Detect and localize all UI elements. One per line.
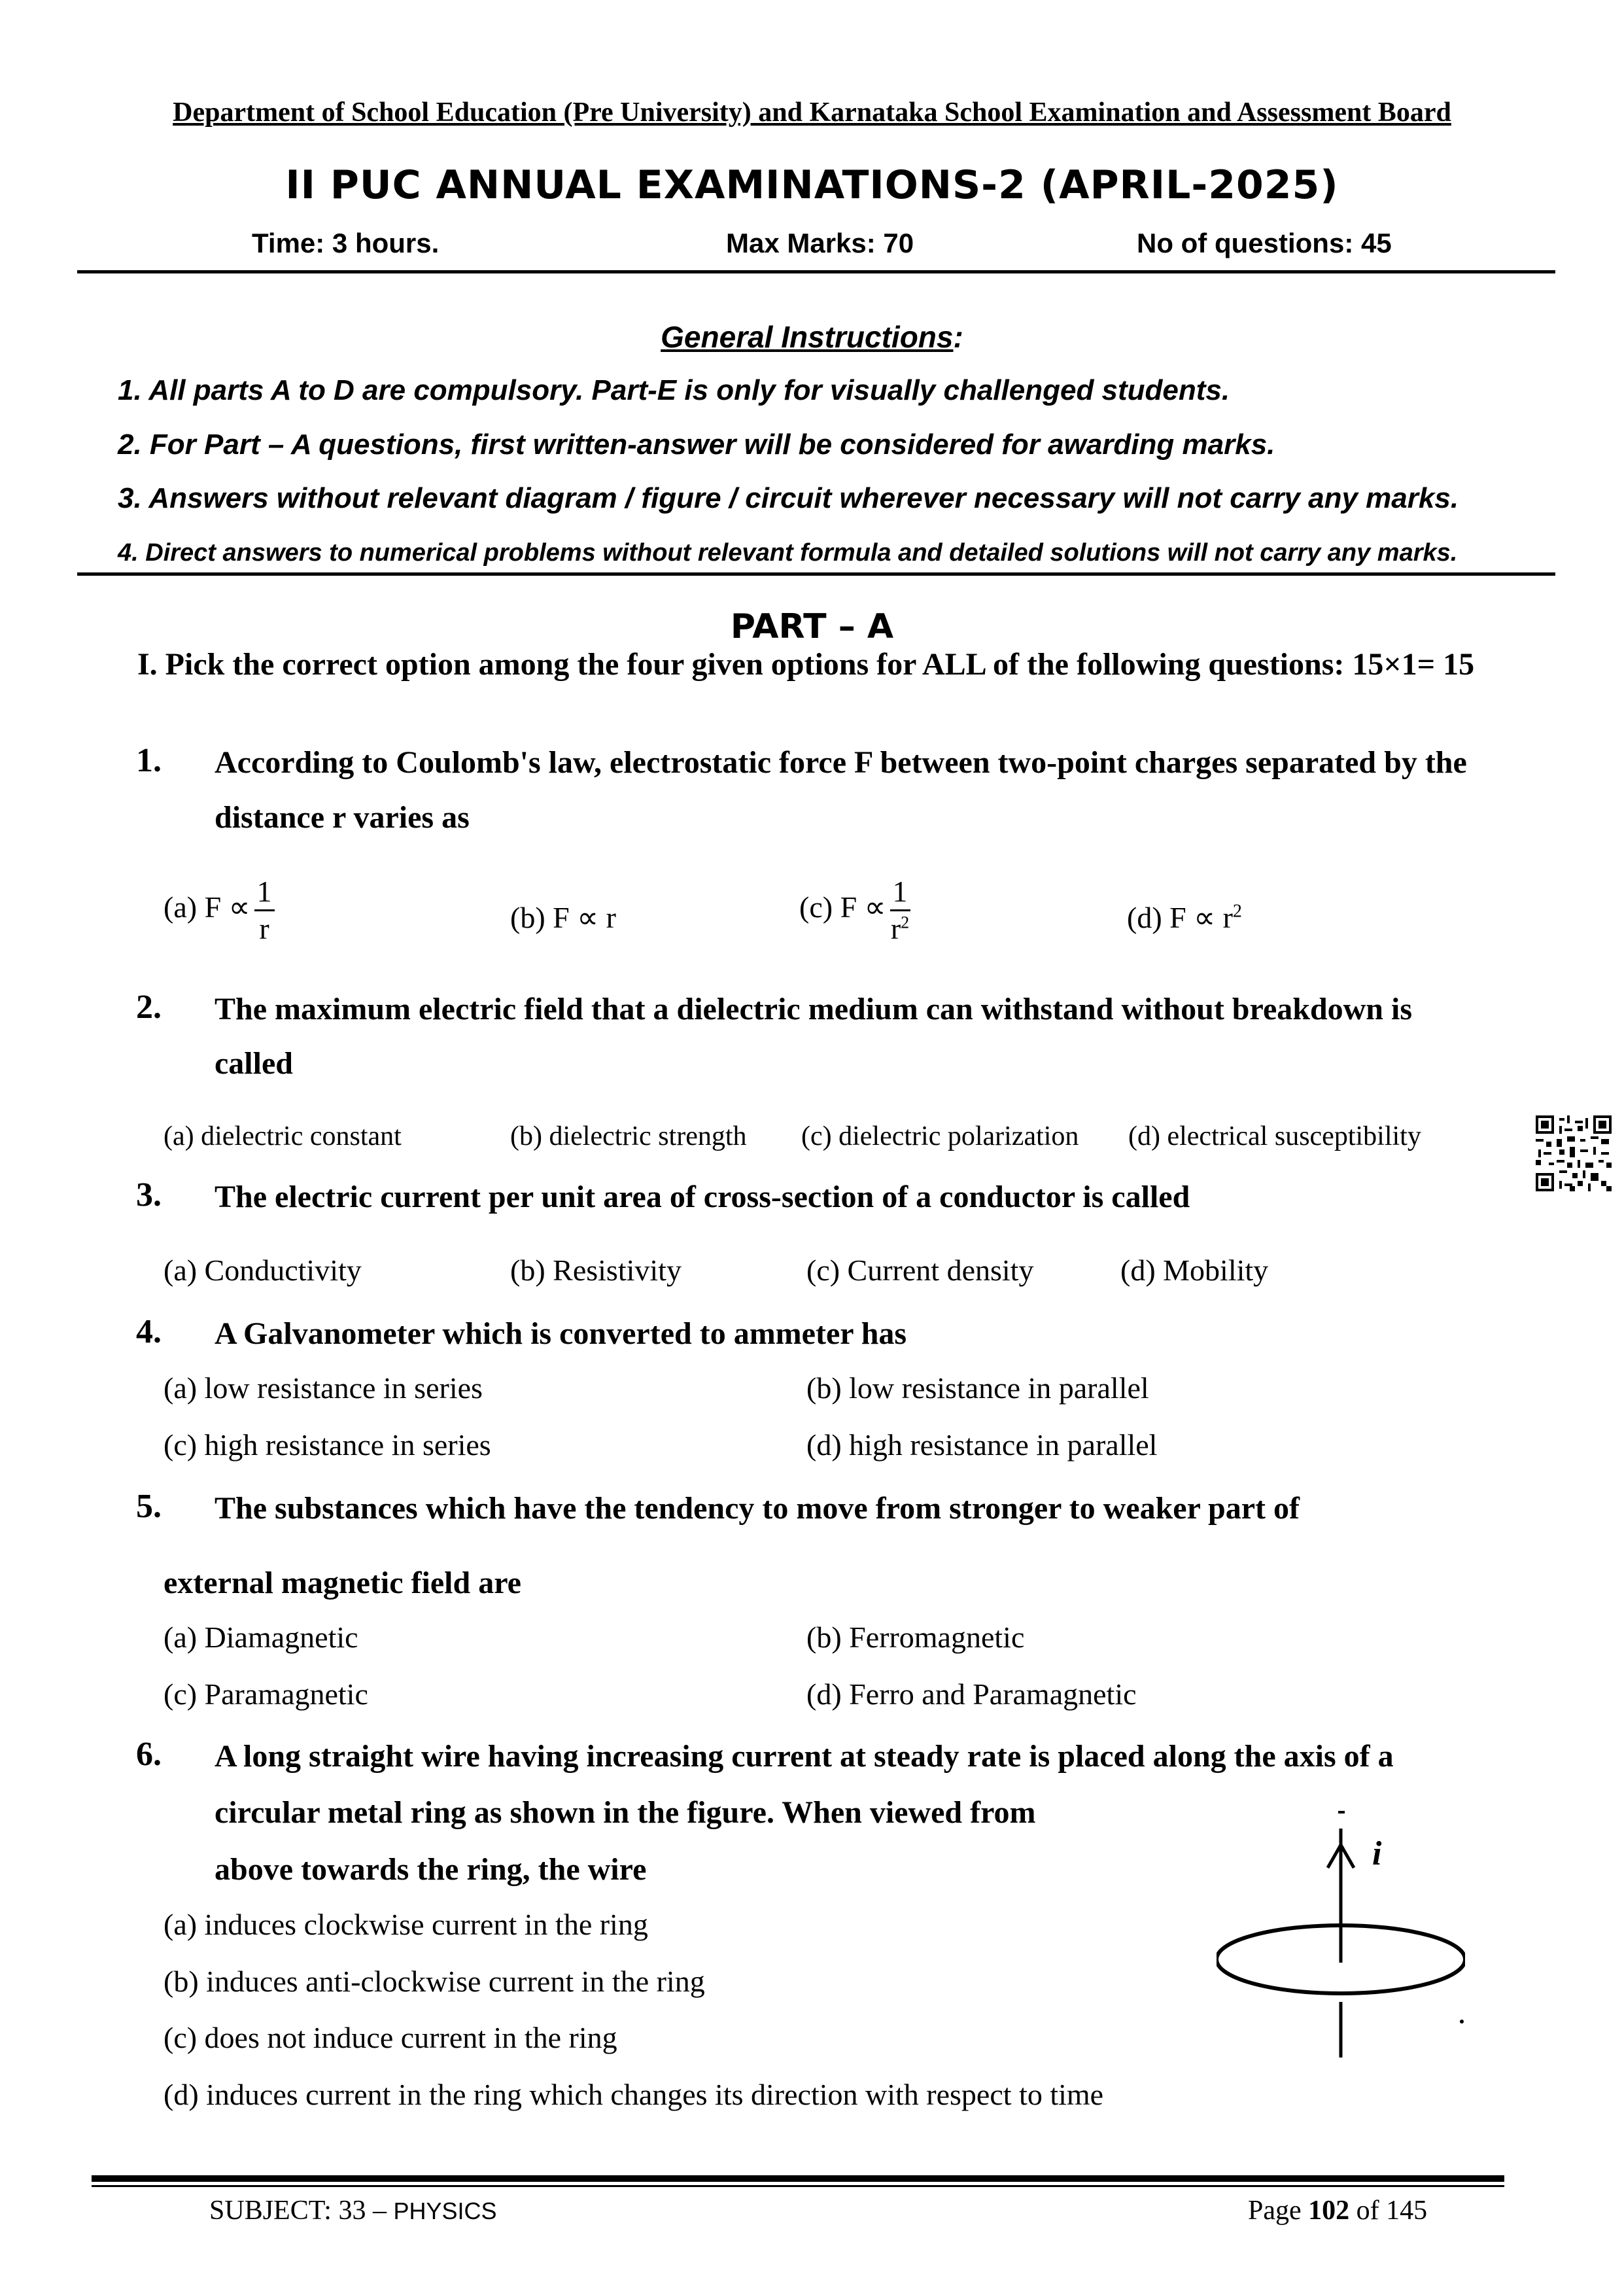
option-c: (c) dielectric polarization bbox=[801, 1121, 1079, 1151]
question-number: 1. bbox=[136, 742, 162, 779]
department-header: Department of School Education (Pre University) and Karnataka School Examination and Assessment Board bbox=[173, 97, 1451, 128]
question-text: A Galvanometer which is converted to ammeter has bbox=[215, 1316, 907, 1351]
question-text: above towards the ring, the wire bbox=[215, 1852, 647, 1887]
instruction-item: 2. For Part – A questions, first written-answer will be considered for awarding marks. bbox=[118, 429, 1275, 461]
option-a: (a) dielectric constant bbox=[164, 1121, 402, 1151]
speck bbox=[1460, 2020, 1464, 2023]
exam-num-questions: No of questions: 45 bbox=[1137, 228, 1392, 258]
footer-subject: SUBJECT: 33 – PHYSICS bbox=[209, 2196, 497, 2226]
question-text: The substances which have the tendency to move from stronger to weaker part of bbox=[215, 1491, 1300, 1526]
question-text: distance r varies as bbox=[215, 800, 470, 835]
exam-max-marks: Max Marks: 70 bbox=[726, 228, 914, 258]
question-text: circular metal ring as shown in the figure. When viewed from bbox=[215, 1795, 1036, 1830]
instruction-item: 1. All parts A to D are compulsory. Part-E is only for visually challenged students. bbox=[118, 374, 1230, 406]
option-c: (c) F ∝ $\frac{1}{r^2}$ bbox=[799, 875, 910, 945]
question-number: 6. bbox=[136, 1736, 162, 1773]
question-text: The maximum electric field that a dielectric medium can withstand without breakdown is bbox=[215, 992, 1413, 1026]
qr-code bbox=[1536, 1115, 1612, 1191]
exam-title: II PUC ANNUAL EXAMINATIONS-2 (APRIL-2025) bbox=[285, 162, 1339, 208]
question-text: external magnetic field are bbox=[164, 1566, 521, 1600]
option-d: (d) $F \propto r^2$ bbox=[1127, 901, 1242, 934]
option-d: (d) induces current in the ring which changes its direction with respect to time bbox=[164, 2078, 1104, 2111]
option-b: (b) Resistivity bbox=[510, 1253, 682, 1287]
instruction-item: 3. Answers without relevant diagram / figure / circuit wherever necessary will not carry any marks. bbox=[118, 482, 1459, 514]
option-a: (a) Diamagnetic bbox=[164, 1621, 358, 1654]
option-b: (b) Ferromagnetic bbox=[806, 1621, 1025, 1654]
option-c: (c) Paramagnetic bbox=[164, 1677, 368, 1711]
wire-ring-figure bbox=[1217, 1806, 1465, 2067]
option-a: (a) Conductivity bbox=[164, 1253, 362, 1287]
question-number: 5. bbox=[136, 1488, 162, 1525]
option-c: (c) Current density bbox=[806, 1253, 1034, 1287]
instructions-divider bbox=[77, 572, 1555, 576]
option-c: (c) high resistance in series bbox=[164, 1428, 491, 1462]
option-b: (b) low resistance in parallel bbox=[806, 1371, 1149, 1405]
option-b: (b) F ∝ r bbox=[510, 901, 616, 934]
option-a: (a) F ∝ $\frac{1}{r}$ bbox=[164, 877, 275, 944]
header-divider bbox=[77, 270, 1555, 273]
exam-time: Time: 3 hours. bbox=[252, 228, 440, 258]
section-instruction: I. Pick the correct option among the four given options for ALL of the following questions: 15×1= 15 bbox=[137, 647, 1475, 682]
option-a: (a) low resistance in series bbox=[164, 1371, 483, 1405]
question-text: The electric current per unit area of cross-section of a conductor is called bbox=[215, 1180, 1190, 1214]
option-d: (d) electrical susceptibility bbox=[1128, 1121, 1421, 1151]
option-c: (c) does not induce current in the ring bbox=[164, 2021, 617, 2054]
option-d: (d) high resistance in parallel bbox=[806, 1428, 1158, 1462]
question-text: A long straight wire having increasing current at steady rate is placed along the axis of a bbox=[215, 1739, 1394, 1774]
question-number: 2. bbox=[136, 989, 162, 1026]
question-text: called bbox=[215, 1046, 293, 1081]
instructions-title: General Instructions: bbox=[661, 320, 963, 354]
question-number: 4. bbox=[136, 1313, 162, 1350]
question-number: 3. bbox=[136, 1176, 162, 1214]
option-d: (d) Mobility bbox=[1120, 1253, 1269, 1287]
footer-rule bbox=[92, 2175, 1504, 2182]
option-b: (b) dielectric strength bbox=[510, 1121, 747, 1151]
footer-page: Page 102 of 145 bbox=[1248, 2196, 1428, 2226]
instruction-item: 4. Direct answers to numerical problems without relevant formula and detailed solutions will not carry any marks. bbox=[118, 539, 1458, 567]
option-a: (a) induces clockwise current in the ring bbox=[164, 1908, 648, 1941]
question-text: According to Coulomb's law, electrostatic force F between two-point charges separated by the bbox=[215, 745, 1467, 780]
option-d: (d) Ferro and Paramagnetic bbox=[806, 1677, 1137, 1711]
part-heading: PART – A bbox=[730, 607, 894, 646]
option-b: (b) induces anti-clockwise current in the ring bbox=[164, 1965, 705, 1998]
footer-rule bbox=[92, 2185, 1504, 2187]
current-label: i bbox=[1372, 1835, 1382, 1872]
